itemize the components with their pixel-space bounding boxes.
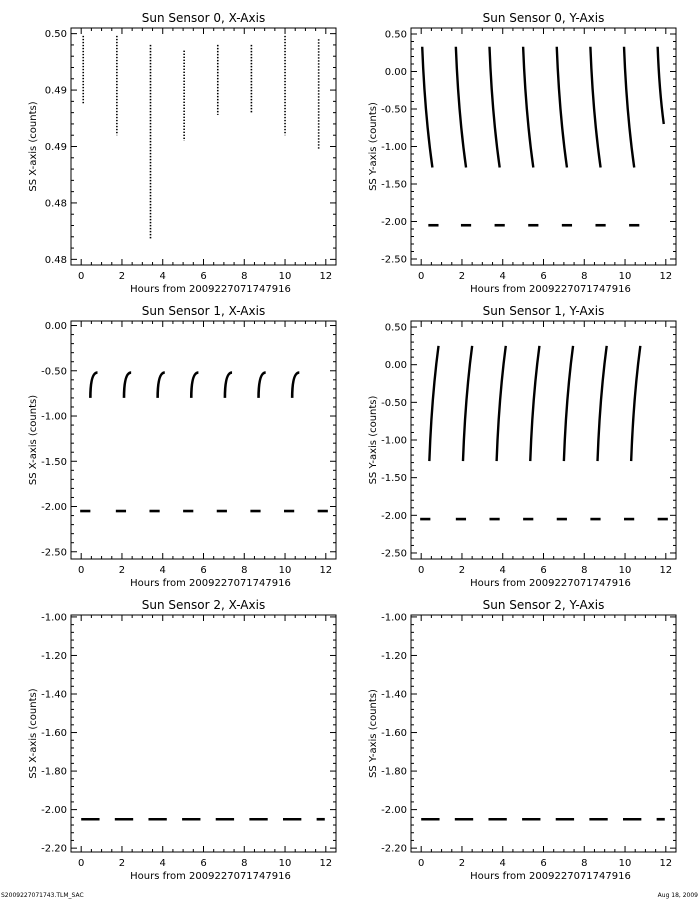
x-tick-label: 12	[319, 565, 333, 576]
y-tick-label: 0.48	[44, 254, 67, 266]
plot-frame	[411, 28, 676, 265]
x-tick-label: 6	[200, 858, 207, 869]
y-tick-label: -1.80	[41, 766, 67, 778]
y-axis-label: SS Y-axis (counts)	[368, 689, 379, 778]
y-tick-label: -0.50	[381, 397, 407, 409]
x-axis-label: Hours from 2009227071747916	[130, 578, 291, 589]
y-tick-label: -1.20	[41, 650, 67, 662]
y-tick-label: -1.60	[41, 728, 67, 740]
x-tick-label: 2	[118, 858, 126, 869]
x-tick-label: 2	[458, 565, 466, 576]
x-tick-label: 12	[659, 858, 673, 869]
y-tick-label: -1.00	[41, 411, 67, 423]
x-tick-label: 0	[78, 858, 85, 869]
x-tick-label: 12	[659, 565, 673, 576]
x-tick-label: 10	[278, 858, 292, 869]
x-tick-label: 2	[458, 858, 466, 869]
y-tick-label: 0.50	[384, 29, 407, 41]
y-tick-label: -1.00	[41, 612, 67, 624]
y-tick-label: -1.00	[381, 435, 407, 447]
chart-panel-2	[28, 304, 336, 589]
y-tick-label: 0.00	[384, 360, 407, 372]
y-tick-label: -0.50	[381, 104, 407, 116]
x-tick-label: 8	[241, 565, 248, 576]
data-trace	[557, 47, 567, 168]
plot-frame	[71, 28, 336, 265]
y-axis-label: SS Y-axis (counts)	[368, 102, 379, 191]
chart-title: Sun Sensor 0, Y-Axis	[482, 11, 605, 25]
plot-frame	[71, 615, 336, 852]
data-trace	[90, 373, 97, 398]
x-tick-label: 0	[78, 565, 85, 576]
x-tick-label: 0	[78, 271, 85, 282]
x-tick-label: 12	[319, 858, 333, 869]
x-axis-label: Hours from 2009227071747916	[470, 871, 631, 882]
data-trace	[564, 346, 573, 461]
data-trace	[292, 373, 299, 398]
x-tick-label: 0	[418, 858, 425, 869]
y-tick-label: 0.48	[44, 198, 67, 210]
x-tick-label: 12	[319, 271, 333, 282]
x-tick-label: 6	[540, 858, 547, 869]
y-tick-label: -2.20	[381, 843, 407, 855]
y-axis-label: SS X-axis (counts)	[28, 101, 39, 192]
chart-panel-1	[368, 11, 676, 295]
y-tick-label: -2.20	[41, 843, 67, 855]
y-tick-label: 0.50	[44, 29, 67, 41]
y-tick-label: -2.00	[41, 502, 67, 514]
chart-panel-4	[28, 598, 336, 882]
y-tick-label: -2.50	[381, 254, 407, 266]
data-trace	[590, 47, 600, 168]
data-trace	[225, 373, 232, 398]
x-tick-label: 10	[278, 271, 292, 282]
data-trace	[523, 47, 533, 168]
x-tick-label: 4	[499, 858, 506, 869]
chart-panel-0	[28, 11, 336, 295]
data-trace	[456, 47, 466, 168]
y-tick-label: -1.40	[381, 689, 407, 701]
y-axis-label: SS X-axis (counts)	[28, 394, 39, 486]
y-tick-label: -2.00	[381, 217, 407, 228]
y-tick-label: -0.50	[41, 366, 67, 378]
y-tick-label: 0.49	[44, 85, 67, 97]
y-tick-label: -2.00	[381, 805, 407, 817]
y-tick-label: -1.50	[41, 456, 67, 468]
x-tick-label: 8	[241, 858, 248, 869]
source-file-label: S2009227071743.TLM_SAC	[1, 892, 84, 899]
data-trace	[124, 373, 131, 398]
plot-frame	[411, 321, 676, 559]
data-trace	[463, 346, 472, 461]
y-tick-label: -1.50	[381, 473, 407, 485]
x-tick-label: 6	[540, 565, 547, 576]
data-trace	[489, 47, 499, 168]
data-trace	[598, 346, 607, 461]
y-tick-label: -2.50	[381, 548, 407, 560]
data-trace	[429, 346, 438, 461]
y-tick-label: -1.20	[381, 650, 407, 662]
x-tick-label: 10	[618, 271, 632, 282]
y-tick-label: 0.49	[44, 142, 67, 153]
y-tick-label: -2.00	[41, 805, 67, 817]
x-tick-label: 6	[200, 271, 207, 282]
x-tick-label: 0	[418, 271, 425, 282]
y-tick-label: -1.40	[41, 689, 67, 701]
x-tick-label: 6	[540, 271, 547, 282]
x-tick-label: 4	[499, 271, 506, 282]
data-trace	[158, 373, 165, 398]
date-label: Aug 18, 2009	[657, 892, 698, 899]
x-axis-label: Hours from 2009227071747916	[130, 871, 291, 882]
x-tick-label: 0	[418, 565, 425, 576]
x-axis-label: Hours from 2009227071747916	[130, 284, 291, 295]
x-axis-label: Hours from 2009227071747916	[470, 578, 631, 589]
y-axis-label: SS Y-axis (counts)	[368, 395, 379, 485]
x-tick-label: 10	[278, 565, 292, 576]
x-tick-label: 2	[458, 271, 466, 282]
data-trace	[191, 373, 198, 398]
x-tick-label: 10	[618, 858, 632, 869]
x-tick-label: 4	[499, 565, 506, 576]
y-tick-label: -2.00	[381, 510, 407, 522]
data-trace	[422, 47, 432, 168]
plot-frame	[411, 615, 676, 852]
chart-panel-3	[368, 304, 676, 589]
y-tick-label: -1.80	[381, 766, 407, 778]
chart-title: Sun Sensor 2, X-Axis	[141, 598, 266, 612]
data-trace	[497, 346, 506, 461]
x-tick-label: 8	[241, 271, 248, 282]
chart-title: Sun Sensor 0, X-Axis	[141, 11, 266, 25]
data-trace	[530, 346, 539, 461]
data-trace	[631, 346, 640, 461]
data-trace	[259, 373, 266, 398]
x-tick-label: 12	[659, 271, 673, 282]
x-tick-label: 6	[200, 565, 207, 576]
x-tick-label: 4	[159, 271, 166, 282]
plot-frame	[71, 321, 336, 559]
x-tick-label: 2	[118, 271, 126, 282]
x-tick-label: 4	[159, 858, 166, 869]
y-tick-label: -2.50	[41, 547, 67, 559]
x-tick-label: 2	[118, 565, 126, 576]
x-tick-label: 10	[618, 565, 632, 576]
x-tick-label: 8	[581, 271, 588, 282]
x-tick-label: 4	[159, 565, 166, 576]
chart-title: Sun Sensor 2, Y-Axis	[482, 598, 605, 612]
y-tick-label: -1.50	[381, 179, 407, 191]
chart-title: Sun Sensor 1, Y-Axis	[482, 304, 605, 318]
y-tick-label: -1.00	[381, 142, 407, 153]
x-tick-label: 8	[581, 565, 588, 576]
x-axis-label: Hours from 2009227071747916	[470, 284, 631, 295]
x-tick-label: 8	[581, 858, 588, 869]
chart-title: Sun Sensor 1, X-Axis	[141, 304, 266, 318]
y-tick-label: -1.60	[381, 728, 407, 740]
data-trace	[624, 47, 634, 168]
y-tick-label: 0.00	[384, 67, 407, 78]
data-trace	[658, 47, 664, 124]
y-tick-label: 0.50	[384, 322, 407, 334]
y-tick-label: 0.00	[44, 321, 67, 333]
chart-panel-5	[368, 598, 676, 882]
y-tick-label: -1.00	[381, 612, 407, 624]
y-axis-label: SS X-axis (counts)	[28, 688, 39, 779]
